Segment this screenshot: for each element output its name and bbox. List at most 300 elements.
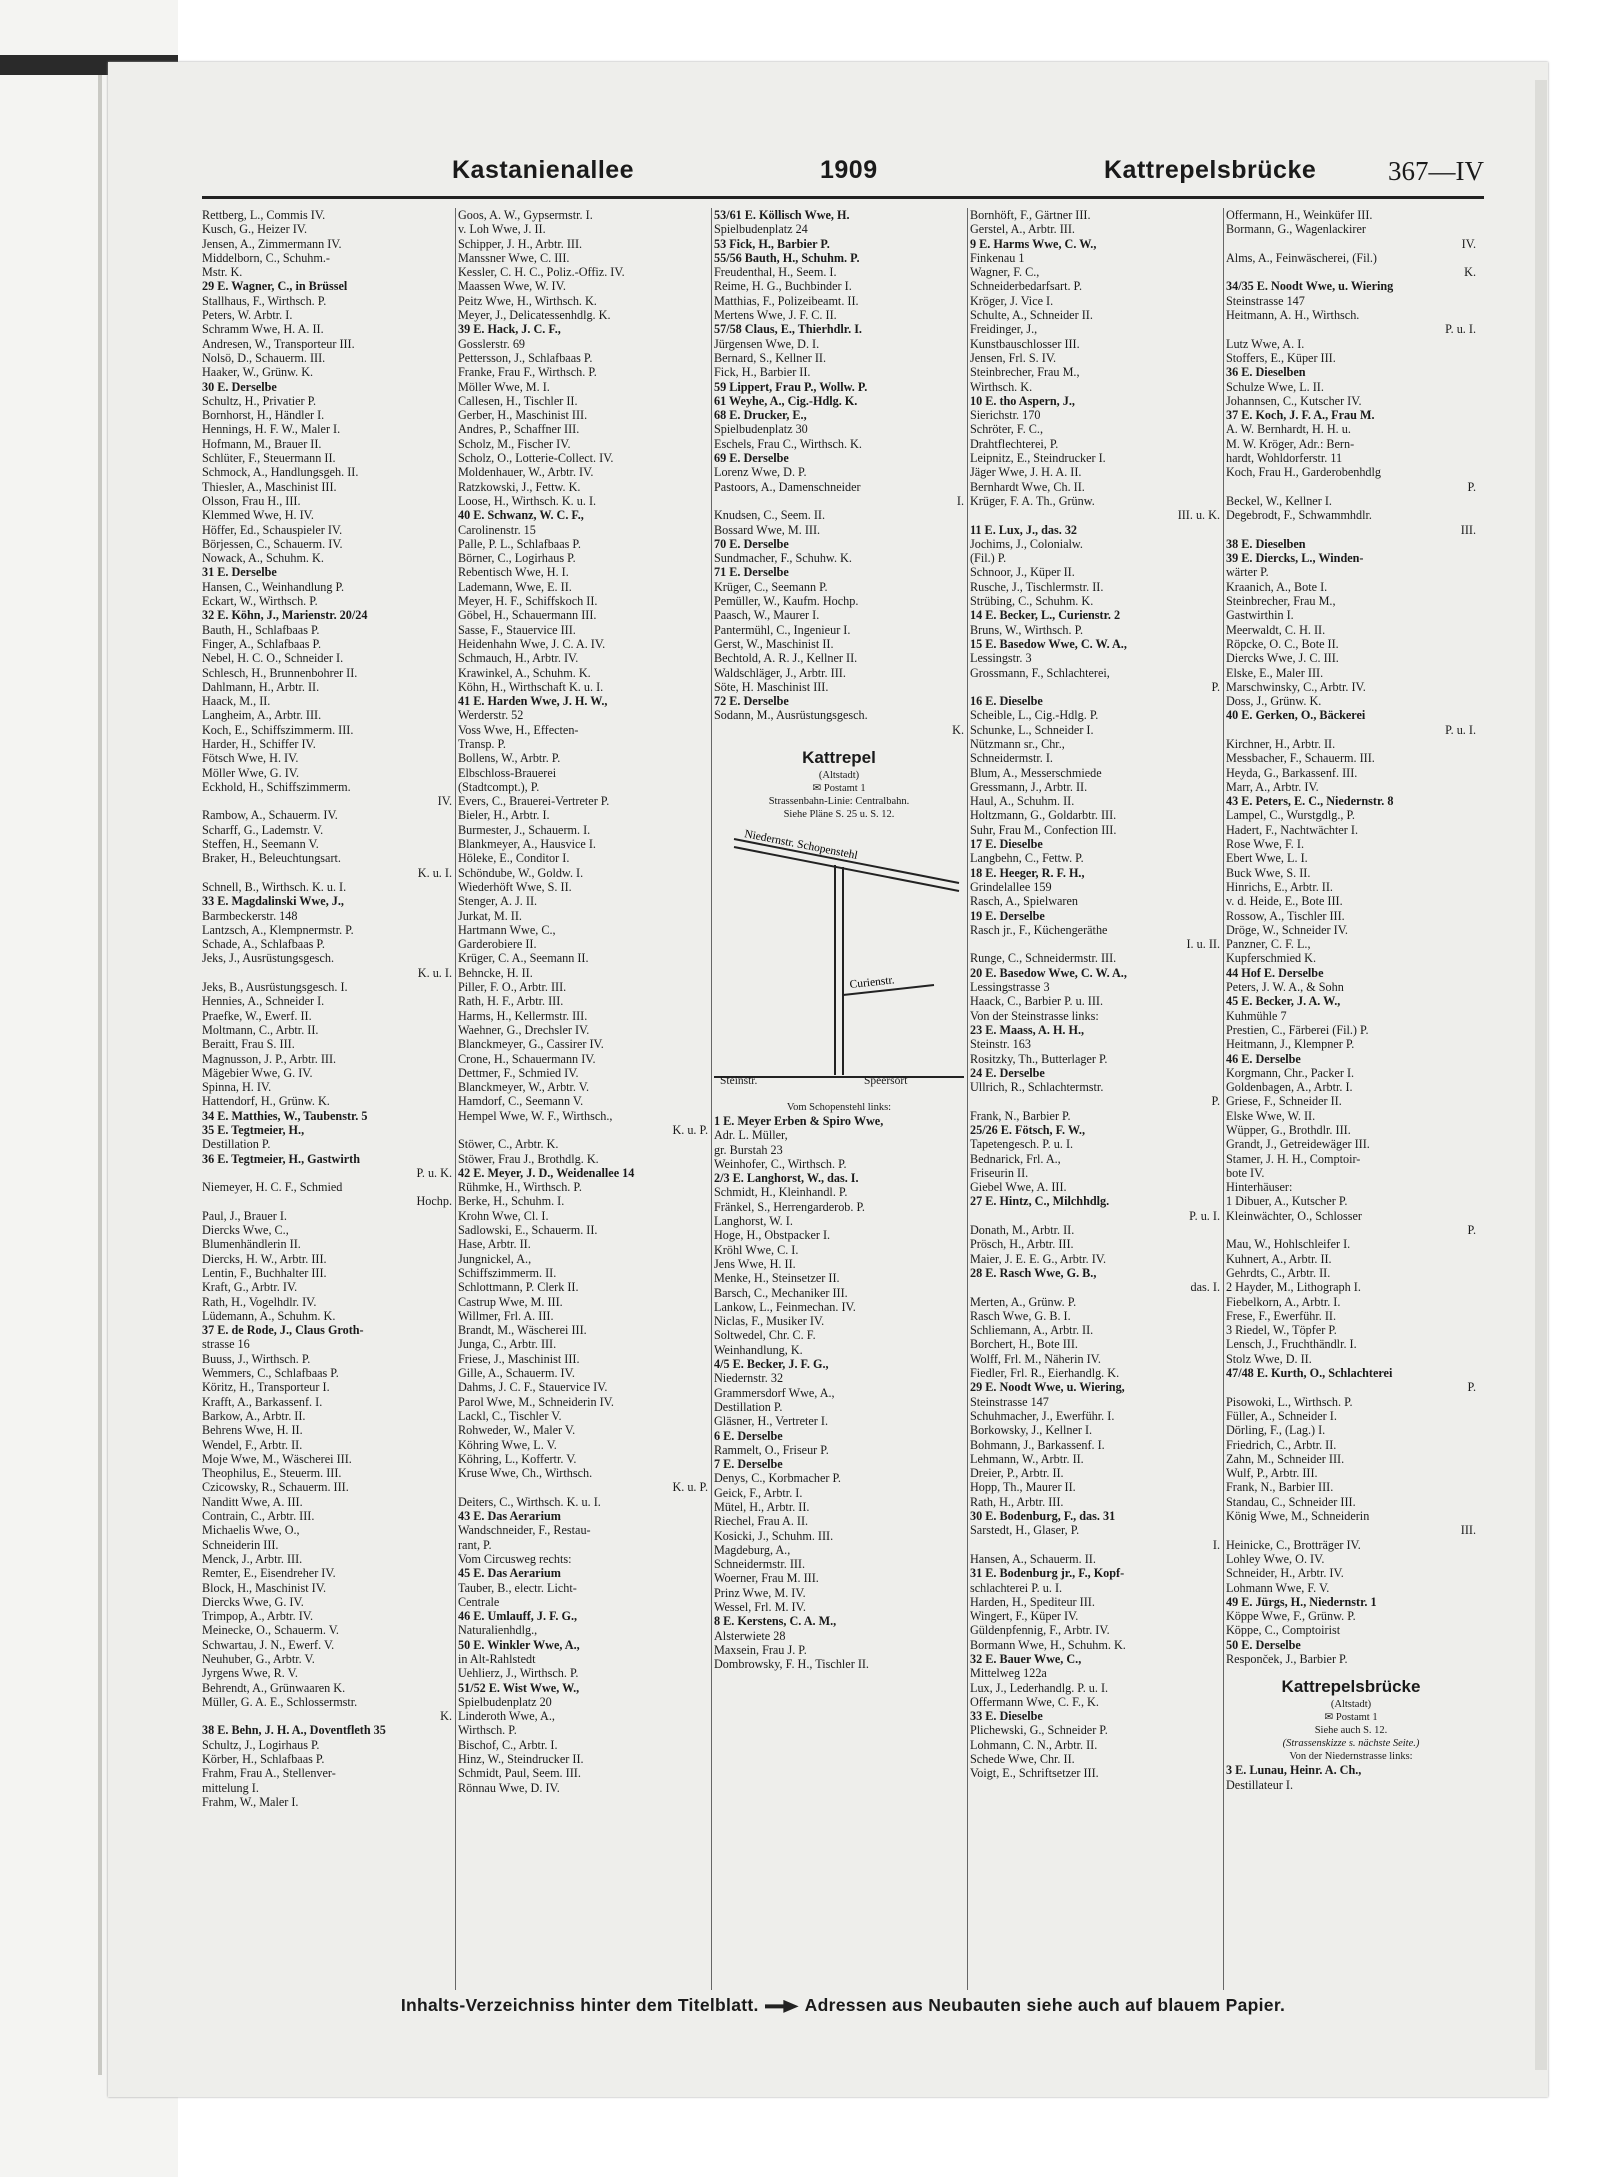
directory-entry: Gastwirthin I. bbox=[1226, 608, 1294, 623]
directory-entry: Steffen, H., Seemann V. bbox=[202, 837, 319, 852]
directory-entry: Michaelis Wwe, O., bbox=[202, 1523, 300, 1538]
directory-entry: Schliemann, A., Arbtr. II. bbox=[970, 1323, 1094, 1338]
directory-entry: Moje Wwe, M., Wäscherei III. bbox=[202, 1451, 352, 1466]
directory-entry: Haaker, W., Grünw. K. bbox=[202, 365, 314, 380]
directory-entry: Rambow, A., Schauerm. IV. bbox=[202, 808, 338, 823]
directory-entry: Koch, E., Schiffszimmerm. III. bbox=[202, 722, 354, 737]
directory-entry: Pastoors, A., Damenschneider bbox=[714, 479, 861, 494]
directory-entry: Elske, E., Maler III. bbox=[1226, 665, 1324, 680]
directory-entry: v. Loh Wwe, J. II. bbox=[458, 222, 546, 237]
directory-entry: Schade, A., Schlafbaas P. bbox=[202, 937, 325, 952]
directory-entry: 53/61 E. Köllisch Wwe, H. bbox=[714, 208, 850, 222]
directory-entry: Bernhardt Wwe, Ch. II. bbox=[970, 479, 1085, 494]
directory-entry: Rohweder, W., Maler V. bbox=[458, 1423, 576, 1438]
directory-entry: Geick, F., Arbtr. I. bbox=[714, 1485, 803, 1500]
directory-entry: Bormann Wwe, H., Schuhm. K. bbox=[970, 1637, 1126, 1652]
directory-entry: Riechel, Frau A. II. bbox=[714, 1514, 809, 1529]
directory-entry: Moldenhauer, W., Arbtr. IV. bbox=[458, 465, 594, 480]
directory-entry: 34 E. Matthies, W., Taubenstr. 5 bbox=[202, 1108, 368, 1123]
directory-entry: Sasse, F., Stauervice III. bbox=[458, 622, 576, 637]
directory-entry: Kuhmühle 7 bbox=[1226, 1008, 1287, 1023]
directory-entry: Mittelweg 122a bbox=[970, 1666, 1047, 1681]
pointing-hand-icon bbox=[765, 2000, 799, 2013]
page-edge bbox=[1535, 80, 1547, 2070]
directory-entry: Peters, W. Arbtr. I. bbox=[202, 308, 293, 323]
directory-entry: Diercks Wwe, J. C. III. bbox=[1226, 651, 1339, 666]
directory-entry: 40 E. Gerken, O., Bäckerei bbox=[1226, 708, 1366, 723]
directory-entry: Gerst, W., Maschinist II. bbox=[714, 636, 834, 651]
directory-entry: Harden, H., Spediteur III. bbox=[970, 1594, 1095, 1609]
directory-entry: Bruns, W., Wirthsch. P. bbox=[970, 622, 1084, 637]
directory-entry: Höleke, E., Conditor I. bbox=[458, 851, 570, 866]
directory-entry: Rath, H., Arbtr. III. bbox=[970, 1494, 1064, 1509]
map-label-bottom-right: Speersort bbox=[864, 1074, 908, 1087]
directory-entry: 32 E. Köhn, J., Marienstr. 20/24 bbox=[202, 608, 368, 623]
directory-entry: Rossow, A., Tischler III. bbox=[1226, 908, 1345, 923]
section-subtitle: (Altstadt) bbox=[1330, 1699, 1372, 1711]
directory-entry: Bornhorst, H., Händler I. bbox=[202, 408, 325, 423]
directory-entry: Schulze Wwe, L. II. bbox=[1226, 379, 1324, 394]
directory-entry: Jurkat, M. II. bbox=[458, 908, 522, 923]
directory-entry: Schlüter, F., Steuermann II. bbox=[202, 451, 336, 466]
directory-entry: Krüger, C., Seemann P. bbox=[714, 579, 828, 594]
directory-entry: Mütel, H., Arbtr. II. bbox=[714, 1500, 810, 1514]
directory-entry: Lentin, F., Buchhalter III. bbox=[202, 1265, 327, 1280]
directory-entry: Mstr. K. bbox=[202, 265, 243, 280]
directory-entry: Brandt, M., Wäscherei III. bbox=[458, 1323, 587, 1338]
directory-entry: 34/35 E. Noodt Wwe, u. Wiering bbox=[1226, 279, 1394, 294]
column-divider bbox=[967, 208, 968, 1990]
directory-entry: Hamdorf, C., Seemann V. bbox=[458, 1094, 584, 1109]
directory-entry: Dörling, F., (Lag.) I. bbox=[1226, 1423, 1326, 1438]
directory-entry: 17 E. Dieselbe bbox=[970, 837, 1043, 852]
directory-entry: Fick, H., Barbier II. bbox=[714, 365, 811, 380]
directory-entry: Wingert, F., Küper IV. bbox=[970, 1609, 1079, 1624]
directory-entry: K. u. I. bbox=[417, 965, 452, 980]
directory-entry: 72 E. Derselbe bbox=[714, 694, 789, 709]
column-divider bbox=[711, 208, 712, 1990]
directory-entry: Gehrdts, C., Arbtr. II. bbox=[1226, 1265, 1331, 1280]
binding-edge bbox=[98, 75, 102, 2075]
directory-entry: Stallhaus, F., Wirthsch. P. bbox=[202, 293, 327, 308]
directory-entry: Evers, C., Brauerei-Vertreter P. bbox=[458, 794, 610, 809]
directory-entry: 9 E. Harms Wwe, C. W., bbox=[970, 236, 1097, 251]
directory-entry: Behrens Wwe, H. II. bbox=[202, 1423, 303, 1438]
directory-entry: Schultz, H., Privatier P. bbox=[202, 393, 317, 408]
directory-entry: Alms, A., Feinwäscherei, (Fil.) bbox=[1226, 250, 1377, 265]
directory-entry: 36 E. Dieselben bbox=[1226, 365, 1306, 380]
directory-entry: P. bbox=[1211, 679, 1220, 694]
directory-entry: Lohmann, C. N., Arbtr. II. bbox=[970, 1737, 1098, 1752]
directory-entry: Elske Wwe, W. II. bbox=[1226, 1108, 1316, 1123]
directory-entry: Olsson, Frau H., III. bbox=[202, 493, 301, 508]
directory-entry: Lampel, C., Wurstgdlg., P. bbox=[1226, 808, 1355, 823]
directory-entry: Waldschläger, J., Arbtr. III. bbox=[714, 665, 846, 680]
directory-entry: Paasch, W., Maurer I. bbox=[714, 608, 820, 623]
directory-entry: P. u. I. bbox=[1445, 722, 1476, 737]
directory-entry: Koch, Frau H., Garderobenhdlg bbox=[1226, 465, 1382, 480]
directory-entry: Lensch, J., Fruchthändlr. I. bbox=[1226, 1337, 1357, 1352]
directory-entry: Börner, C., Logirhaus P. bbox=[458, 551, 576, 566]
directory-entry: Goldenbagen, A., Arbtr. I. bbox=[1226, 1080, 1353, 1095]
column-divider bbox=[455, 208, 456, 1990]
directory-entry: 33 E. Magdalinski Wwe, J., bbox=[202, 894, 344, 909]
directory-entry: 55/56 Bauth, H., Schuhm. P. bbox=[714, 250, 860, 265]
directory-entry: Soltwedel, Chr. C. F. bbox=[714, 1328, 816, 1343]
directory-entry: Hase, Arbtr. II. bbox=[458, 1237, 531, 1252]
directory-entry: 1 Dibuer, A., Kutscher P. bbox=[1226, 1194, 1348, 1209]
directory-entry: Menke, H., Steinsetzer II. bbox=[714, 1271, 840, 1286]
directory-entry: Block, H., Maschinist IV. bbox=[202, 1580, 327, 1595]
directory-entry: Dombrowsky, F. H., Tischler II. bbox=[714, 1657, 869, 1672]
directory-entry: Heitmann, J., Klempner P. bbox=[1226, 1037, 1355, 1052]
directory-entry: mittelung I. bbox=[202, 1780, 259, 1795]
directory-entry: Lüdemann, A., Schuhm. K. bbox=[202, 1308, 336, 1323]
directory-entry: Meinecke, O., Schauerm. V. bbox=[202, 1623, 339, 1638]
directory-entry: Grindelallee 159 bbox=[970, 879, 1052, 894]
directory-entry: Hinterhäuser: bbox=[1226, 1180, 1293, 1195]
directory-entry: Beraitt, Frau S. III. bbox=[202, 1037, 295, 1052]
directory-entry: Fötsch Wwe, H. IV. bbox=[202, 751, 299, 766]
directory-entry: A. W. Bernhardt, H. H. u. bbox=[1226, 422, 1351, 437]
plan-reference: Siehe Pläne S. 25 u. S. 12. bbox=[783, 808, 895, 820]
directory-entry: Schnoor, J., Küper II. bbox=[970, 565, 1075, 580]
postamt-text: Postamt 1 bbox=[1335, 1712, 1378, 1724]
directory-entry: Wemmers, C., Schlafbaas P. bbox=[202, 1366, 339, 1381]
directory-entry: Börjessen, C., Schauerm. IV. bbox=[202, 536, 343, 551]
footer-right-text: Adressen aus Neubauten siehe auch auf blauem Papier. bbox=[804, 1995, 1286, 2015]
directory-entry: P. bbox=[1211, 1094, 1220, 1109]
header-year: 1909 bbox=[820, 156, 878, 184]
directory-entry: Peitz Wwe, H., Wirthsch. K. bbox=[458, 293, 597, 308]
directory-entry: Denys, C., Korbmacher P. bbox=[714, 1471, 841, 1486]
directory-entry: Harder, H., Schiffer IV. bbox=[202, 736, 316, 751]
directory-entry: Werderstr. 52 bbox=[458, 708, 524, 723]
directory-entry: III. bbox=[1460, 522, 1476, 537]
directory-entry: P. u. I. bbox=[1445, 322, 1476, 337]
directory-entry: Mertens Wwe, J. F. C. II. bbox=[714, 308, 837, 323]
directory-entry: Nowack, A., Schuhm. K. bbox=[202, 551, 324, 566]
directory-entry: Blum, A., Messerschmiede bbox=[970, 765, 1102, 780]
directory-entry: K. u. P. bbox=[672, 1480, 708, 1495]
directory-entry: Diercks Wwe, C., bbox=[202, 1223, 289, 1238]
directory-entry: Meyer, J., Delicatessenhdlg. K. bbox=[458, 308, 611, 323]
directory-entry: 69 E. Derselbe bbox=[714, 451, 789, 466]
directory-entry: Goos, A. W., Gypsermstr. I. bbox=[458, 208, 593, 222]
directory-entry: Stamer, J. H. H., Comptoir- bbox=[1226, 1151, 1361, 1166]
sketch-note: (Strassenskizze s. nächste Seite.) bbox=[1282, 1738, 1420, 1750]
directory-entry: Blankmeyer, A., Hausvice I. bbox=[458, 837, 596, 852]
directory-entry: Pantermühl, C., Ingenieur I. bbox=[714, 622, 851, 637]
directory-entry: Hansen, A., Schauerm. II. bbox=[970, 1551, 1096, 1566]
directory-entry: 8 E. Kerstens, C. A. M., bbox=[714, 1614, 837, 1629]
directory-entry: 42 E. Meyer, J. D., Weidenallee 14 bbox=[458, 1165, 635, 1180]
directory-entry: Bauth, H., Schlafbaas P. bbox=[202, 622, 320, 637]
directory-entry: (Stadtcompt.), P. bbox=[458, 779, 540, 794]
directory-entry: Scheible, L., Cig.-Hdlg. P. bbox=[970, 708, 1099, 723]
directory-entry: Andresen, W., Transporteur III. bbox=[202, 336, 355, 351]
directory-entry: Parol Wwe, M., Schneiderin IV. bbox=[458, 1394, 614, 1409]
directory-entry: Rammelt, O., Friseur P. bbox=[714, 1442, 829, 1457]
directory-entry: Dahms, J. C. F., Stauervice IV. bbox=[458, 1380, 608, 1395]
directory-entry: Schmidt, H., Kleinhandl. P. bbox=[714, 1185, 848, 1200]
directory-entry: Göbel, H., Schauermann III. bbox=[458, 608, 597, 623]
directory-entry: Jens Wwe, H. II. bbox=[714, 1256, 796, 1271]
directory-entry: Behrendt, A., Grünwaaren K. bbox=[202, 1680, 346, 1695]
directory-entry: Beckel, W., Kellner I. bbox=[1226, 493, 1332, 508]
directory-entry: Burmester, J., Schauerm. I. bbox=[458, 822, 591, 837]
directory-entry: Niemeyer, H. C. F., Schmied bbox=[202, 1180, 343, 1195]
directory-entry: Gerstel, A., Arbtr. III. bbox=[970, 222, 1075, 237]
directory-entry: Kuhnert, A., Arbtr. II. bbox=[1226, 1251, 1332, 1266]
plan-reference: Siehe auch S. 12. bbox=[1314, 1725, 1388, 1737]
directory-entry: 70 E. Derselbe bbox=[714, 536, 789, 551]
directory-entry: Gerber, H., Maschinist III. bbox=[458, 408, 588, 423]
street-line-top bbox=[734, 839, 959, 883]
directory-entry: Lorenz Wwe, D. P. bbox=[714, 465, 807, 480]
directory-entry: Hennies, A., Schneider I. bbox=[202, 994, 325, 1009]
directory-entry: Klemmed Wwe, H. IV. bbox=[202, 508, 314, 523]
directory-entry: IV. bbox=[1461, 236, 1476, 251]
directory-entry: Stöwer, Frau J., Brothdlg. K. bbox=[458, 1151, 599, 1166]
directory-entry: Kraft, G., Arbtr. IV. bbox=[202, 1280, 298, 1295]
directory-entry: 29 E. Noodt Wwe, u. Wiering, bbox=[970, 1380, 1125, 1395]
directory-entry: (Fil.) P. bbox=[970, 551, 1007, 566]
directory-entry: Peters, J. W. A., & Sohn bbox=[1226, 980, 1344, 995]
directory-entry: Lohmann Wwe, F. V. bbox=[1226, 1580, 1330, 1595]
directory-entry: 14 E. Becker, L., Curienstr. 2 bbox=[970, 608, 1121, 623]
postamt-icon: ✉ bbox=[1324, 1712, 1336, 1724]
directory-entry: 29 E. Wagner, C., in Brüssel bbox=[202, 279, 348, 294]
directory-entry: Frahm, W., Maler I. bbox=[202, 1794, 299, 1809]
directory-entry: Rositzky, Th., Butterlager P. bbox=[970, 1051, 1108, 1066]
street-sketch bbox=[714, 825, 964, 1085]
directory-entry: 61 Weyhe, A., Cig.-Hdlg. K. bbox=[714, 393, 858, 408]
postamt-icon: ✉ bbox=[812, 782, 824, 794]
directory-entry: Dettmer, F., Schmied IV. bbox=[458, 1065, 579, 1080]
directory-entry: Centrale bbox=[458, 1594, 500, 1609]
directory-entry: 44 Hof E. Derselbe bbox=[1226, 965, 1324, 980]
directory-entry: Bornhöft, F., Gärtner III. bbox=[970, 208, 1091, 222]
directory-entry: I. u. II. bbox=[1186, 937, 1220, 952]
directory-entry: 38 E. Dieselben bbox=[1226, 536, 1306, 551]
directory-entry: Frank, N., Barbier III. bbox=[1226, 1480, 1334, 1495]
directory-entry: Transp. P. bbox=[458, 736, 506, 751]
directory-entry: Schwartau, J. N., Ewerf. V. bbox=[202, 1637, 335, 1652]
header-street-start: Kastanienallee bbox=[452, 156, 635, 184]
directory-entry: Junga, C., Arbtr. III. bbox=[458, 1337, 557, 1352]
directory-entry: Bollens, W., Arbtr. P. bbox=[458, 751, 561, 766]
column-1 bbox=[202, 208, 452, 1990]
directory-entry: Stöwer, C., Arbtr. K. bbox=[458, 1137, 559, 1152]
column-5 bbox=[1226, 208, 1476, 1990]
directory-entry: Heinicke, C., Brotträger IV. bbox=[1226, 1537, 1361, 1552]
directory-entry: Schuhmacher, J., Ewerführ. I. bbox=[970, 1408, 1115, 1423]
directory-entry: Steinbrecher, Frau M., bbox=[970, 365, 1080, 380]
directory-entry: Stenger, A. J. II. bbox=[458, 894, 538, 909]
directory-entry: Rühmke, H., Wirthsch. P. bbox=[458, 1180, 582, 1195]
directory-entry: 6 E. Derselbe bbox=[714, 1428, 783, 1443]
directory-entry: 36 E. Tegtmeier, H., Gastwirth bbox=[202, 1151, 360, 1166]
section-heading: Vom Schopenstehl links: bbox=[786, 1101, 892, 1113]
directory-entry: Krawinkel, A., Schuhm. K. bbox=[458, 665, 591, 680]
directory-entry: 46 E. Umlauff, J. F. G., bbox=[458, 1609, 578, 1624]
directory-entry: Langbehn, C., Fettw. P. bbox=[970, 851, 1084, 866]
directory-entry: 47/48 E. Kurth, O., Schlachterei bbox=[1226, 1366, 1393, 1381]
directory-entry: Trimpop, A., Arbtr. IV. bbox=[202, 1609, 314, 1624]
kattrepel-section bbox=[714, 747, 964, 1672]
directory-entry: Destillation P. bbox=[202, 1137, 271, 1152]
directory-entry: Destillateur I. bbox=[1226, 1777, 1294, 1792]
map-label-top: Niedernstr. Schopenstehl bbox=[743, 828, 859, 862]
directory-entry: strasse 16 bbox=[202, 1337, 250, 1352]
directory-entry: 68 E. Drucker, E., bbox=[714, 408, 807, 423]
directory-entry: Schneiderin III. bbox=[202, 1537, 279, 1552]
directory-entry: Bechtold, A. R. J., Kellner II. bbox=[714, 651, 858, 666]
directory-entry: 37 E. de Rode, J., Claus Groth- bbox=[202, 1323, 364, 1338]
directory-entry: 19 E. Derselbe bbox=[970, 908, 1045, 923]
directory-entry: Rose Wwe, F. I. bbox=[1226, 837, 1305, 852]
directory-entry: 59 Lippert, Frau P., Wollw. P. bbox=[714, 379, 868, 394]
directory-entry: Johannsen, C., Kutscher IV. bbox=[1226, 393, 1362, 408]
directory-entry: 2/3 E. Langhorst, W., das. I. bbox=[714, 1171, 859, 1186]
directory-entry: 35 E. Tegtmeier, H., bbox=[202, 1123, 305, 1137]
directory-entry: Hempel Wwe, W. F., Wirthsch., bbox=[458, 1108, 613, 1123]
directory-entry: 2 Hayder, M., Lithograph I. bbox=[1226, 1280, 1361, 1295]
directory-entry: Wendel, F., Arbtr. II. bbox=[202, 1437, 303, 1452]
directory-entry: Pisowoki, L., Wirthsch. P. bbox=[1226, 1394, 1353, 1409]
kattrepelsbruecke-section bbox=[1226, 1676, 1476, 1792]
directory-entry: Heyda, G., Barkassenf. III. bbox=[1226, 765, 1358, 780]
directory-entry: Köppe Wwe, F., Grünw. P. bbox=[1226, 1609, 1356, 1624]
directory-entry: Kleinwächter, O., Schlosser bbox=[1226, 1208, 1362, 1223]
directory-entry: 32 E. Bauer Wwe, C., bbox=[970, 1651, 1082, 1666]
directory-entry: Drahtflechterei, P. bbox=[970, 436, 1059, 451]
directory-entry: Heidenhahn Wwe, J. C. A. IV. bbox=[458, 636, 606, 651]
directory-entry: Blanckmeyer, W., Arbtr. V. bbox=[458, 1080, 590, 1095]
directory-entry: Waehner, G., Drechsler IV. bbox=[458, 1022, 590, 1037]
directory-entry: 50 E. Derselbe bbox=[1226, 1637, 1301, 1652]
map-label-bottom-left: Steinstr. bbox=[720, 1074, 758, 1087]
directory-entry: Callesen, H., Tischler II. bbox=[458, 393, 578, 408]
directory-entry: Voss Wwe, H., Effecten- bbox=[458, 722, 579, 737]
street-sketch-svg bbox=[714, 825, 964, 1085]
section-heading: Von der Niedernstrasse links: bbox=[1289, 1751, 1413, 1763]
directory-entry: 3 E. Lunau, Heinr. A. Ch., bbox=[1226, 1763, 1362, 1778]
directory-entry: 31 E. Bodenburg jr., F., Kopf- bbox=[970, 1566, 1125, 1581]
directory-entry: Wirthsch. K. bbox=[970, 379, 1033, 394]
directory-entry: Höffer, Ed., Schauspieler IV. bbox=[202, 522, 343, 537]
directory-entry: Contrain, C., Arbtr. III. bbox=[202, 1509, 315, 1524]
directory-entry: Barsch, C., Mechaniker III. bbox=[714, 1285, 848, 1300]
directory-entry: Alsterwiete 28 bbox=[714, 1628, 786, 1643]
column-4 bbox=[970, 208, 1220, 1990]
directory-entry: M. W. Kröger, Adr.: Bern- bbox=[1226, 436, 1355, 451]
directory-entry: 20 E. Basedow Wwe, C. W. A., bbox=[970, 965, 1127, 980]
directory-entry: Merten, A., Grünw. P. bbox=[970, 1294, 1077, 1309]
directory-entry: Holtzmann, G., Goldarbtr. III. bbox=[970, 808, 1117, 823]
directory-entry: Blanckmeyer, G., Cassirer IV. bbox=[458, 1037, 604, 1052]
directory-entry: Czicowsky, R., Schauerm. III. bbox=[202, 1480, 349, 1495]
directory-entry: IV. bbox=[437, 794, 452, 809]
directory-entry: Lademann, Wwe, E. II. bbox=[458, 579, 572, 594]
directory-entry: 31 E. Derselbe bbox=[202, 565, 277, 580]
directory-entry: Matthias, F., Polizeibeamt. II. bbox=[714, 293, 859, 308]
directory-entry: 30 E. Bodenburg, F., das. 31 bbox=[970, 1509, 1116, 1524]
directory-entry: Mau, W., Hohlschleifer I. bbox=[1226, 1237, 1351, 1252]
directory-entry: Lankow, L., Feinmechan. IV. bbox=[714, 1299, 856, 1314]
directory-entry: Schneidermstr. III. bbox=[714, 1557, 806, 1572]
directory-entry: Haack, M., II. bbox=[202, 694, 271, 709]
directory-entry: Kessler, C. H. C., Poliz.-Offiz. IV. bbox=[458, 265, 625, 280]
map-label-mid: Curienstr. bbox=[849, 974, 896, 991]
directory-entry: 16 E. Dieselbe bbox=[970, 694, 1043, 709]
directory-entry: Schede Wwe, Chr. II. bbox=[970, 1752, 1075, 1767]
directory-entry: Jungnickel, A., bbox=[458, 1251, 532, 1266]
directory-entry: Spielbudenplatz 20 bbox=[458, 1694, 552, 1709]
directory-entry: Rusche, J., Tischlermstr. II. bbox=[970, 579, 1104, 594]
directory-entry: I. bbox=[956, 493, 964, 508]
directory-entry: Buuss, J., Wirthsch. P. bbox=[202, 1351, 311, 1366]
directory-entry: Sierichstr. 170 bbox=[970, 408, 1041, 423]
directory-entry: hardt, Wohldorferstr. 11 bbox=[1226, 451, 1343, 466]
directory-entry: Gosslerstr. 69 bbox=[458, 336, 526, 351]
directory-entry: Krüger, C. A., Seemann II. bbox=[458, 951, 589, 966]
directory-entry: 23 E. Maass, A. H. H., bbox=[970, 1022, 1085, 1037]
directory-entry: Nanditt Wwe, A. III. bbox=[202, 1494, 303, 1509]
directory-entry: Krüger, F. A. Th., Grünw. bbox=[970, 493, 1095, 508]
directory-entry: 49 E. Jürgs, H., Niedernstr. 1 bbox=[1226, 1594, 1377, 1609]
directory-entry: Friseurin II. bbox=[970, 1165, 1029, 1180]
directory-entry: Maxsein, Frau J. P. bbox=[714, 1642, 807, 1657]
directory-entry: 46 E. Derselbe bbox=[1226, 1051, 1301, 1066]
directory-entry: Schiffszimmerm. II. bbox=[458, 1265, 557, 1280]
directory-entry: Rasch Wwe, G. B. I. bbox=[970, 1308, 1071, 1323]
directory-entry: Responček, J., Barbier P. bbox=[1226, 1651, 1348, 1666]
directory-entry: Möller Wwe, G. IV. bbox=[202, 765, 300, 780]
directory-entry: Weinhandlung, K. bbox=[714, 1342, 803, 1357]
directory-entry: Prinz Wwe, M. IV. bbox=[714, 1585, 806, 1600]
directory-entry: Hopp, Th., Maurer II. bbox=[970, 1480, 1076, 1495]
directory-entry: Rath, H. F., Arbtr. III. bbox=[458, 994, 564, 1009]
directory-entry: Hofmann, M., Brauer II. bbox=[202, 436, 322, 451]
directory-entry: Vom Circusweg rechts: bbox=[458, 1551, 572, 1566]
directory-entry: Giebel Wwe, A. III. bbox=[970, 1180, 1067, 1195]
directory-entry: wärter P. bbox=[1226, 565, 1269, 580]
directory-entry: Behncke, H. II. bbox=[458, 965, 533, 980]
directory-entry: Dahlmann, H., Arbtr. II. bbox=[202, 679, 320, 694]
directory-entry: Middelborn, C., Schuhm.- bbox=[202, 250, 330, 265]
directory-entry: Freidinger, J., bbox=[970, 322, 1038, 337]
directory-entry: Steinstr. 163 bbox=[970, 1037, 1031, 1052]
directory-entry: Schmidt, Paul, Seem. III. bbox=[458, 1766, 581, 1781]
header-rule bbox=[202, 196, 1484, 199]
directory-entry: Rebentisch Wwe, H. I. bbox=[458, 565, 569, 580]
directory-entry: Doss, J., Grünw. K. bbox=[1226, 694, 1322, 709]
directory-entry: Ebert Wwe, L. I. bbox=[1226, 851, 1308, 866]
directory-entry: Manssner Wwe, C. III. bbox=[458, 250, 570, 265]
directory-entry: Naturalienhdlg., bbox=[458, 1623, 538, 1638]
directory-entry: Maassen Wwe, W. IV. bbox=[458, 279, 566, 294]
directory-entry: Lessingstr. 3 bbox=[970, 651, 1032, 666]
directory-entry: Blumenhändlerin II. bbox=[202, 1237, 301, 1252]
directory-entry: Spinna, H. IV. bbox=[202, 1080, 272, 1095]
directory-entry: Rasch jr., F., Küchengeräthe bbox=[970, 922, 1108, 937]
directory-entry: Köhring Wwe, L. V. bbox=[458, 1437, 557, 1452]
directory-entry: Meyer, H. F., Schiffskoch II. bbox=[458, 594, 598, 609]
directory-entry: Rönnau Wwe, D. IV. bbox=[458, 1780, 560, 1795]
directory-entry: Braker, H., Beleuchtungsart. bbox=[202, 851, 341, 866]
